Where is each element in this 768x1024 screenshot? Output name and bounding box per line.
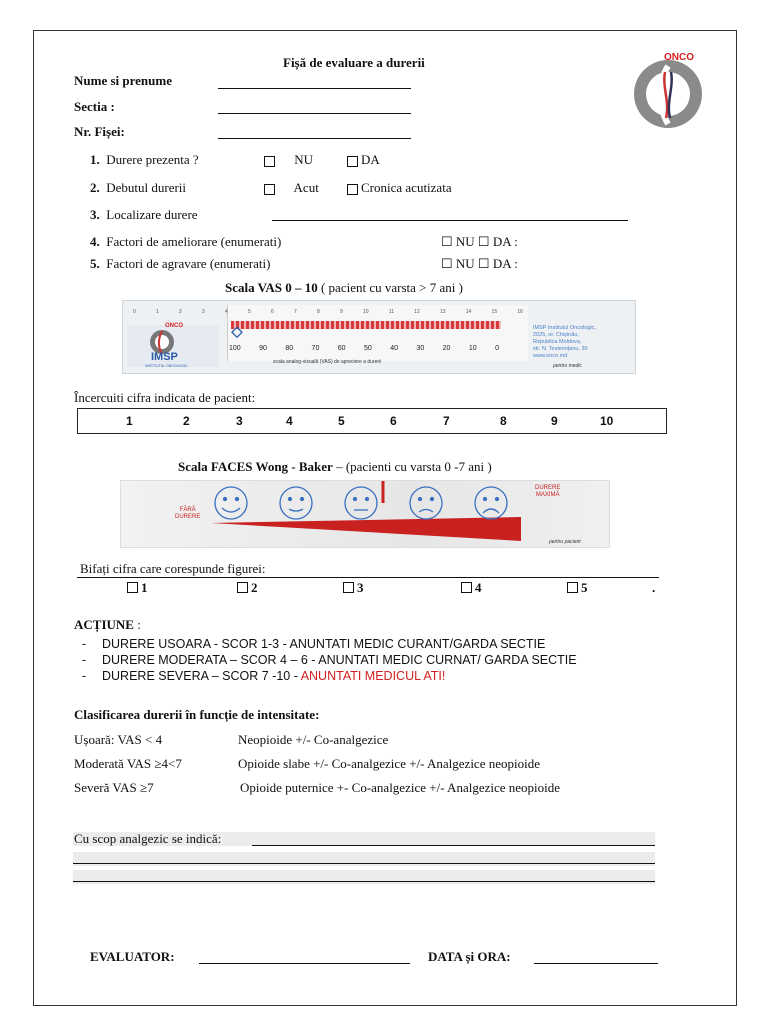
vas-top-ticks: [133, 309, 523, 315]
imsp-block: [127, 325, 219, 367]
indication-field-3[interactable]: [73, 881, 655, 882]
vas-top-tick: 0: [133, 309, 136, 315]
vas-bottom-tick: 10: [468, 345, 477, 352]
location-field[interactable]: [272, 220, 628, 221]
pain-number-3[interactable]: 3: [236, 414, 243, 428]
vas-address-line: IMSP Institutul Oncologic,: [533, 325, 596, 331]
section-field[interactable]: [218, 113, 411, 114]
pain-number-7[interactable]: 7: [443, 414, 450, 428]
vas-ruler: [122, 300, 636, 374]
imsp-text: IMSP: [151, 351, 178, 363]
tick-option-4[interactable]: 4: [461, 580, 482, 596]
pain-number-10[interactable]: 10: [600, 414, 614, 428]
vas-top-tick: 4: [225, 309, 228, 315]
pain-number-6[interactable]: 6: [390, 414, 397, 428]
section-label: Sectia :: [74, 99, 115, 114]
checkbox-icon: [347, 156, 358, 167]
faces-left-label: FĂRĂ DURERE: [175, 507, 201, 520]
vas-bottom-ticks: [229, 345, 499, 352]
question-3: 3. Localizare durere: [90, 207, 198, 222]
name-field[interactable]: [218, 88, 411, 89]
evaluator-label: EVALUATOR:: [90, 949, 175, 964]
name-label: Nume si prenume: [74, 73, 172, 88]
faces-heading: Scala FACES Wong - Baker – (pacienti cu varsta 0 -7 ani ): [178, 459, 492, 474]
vas-bottom-tick: 90: [259, 345, 267, 352]
vas-red-bar: [231, 321, 501, 329]
vas-bottom-tick: 100: [229, 345, 241, 352]
class-label-severe: Severă VAS ≥7: [74, 780, 154, 795]
vas-logo-text: ONCO: [165, 323, 183, 329]
vas-heading: Scala VAS 0 – 10 ( pacient cu varsta > 7 ani ): [225, 280, 463, 295]
class-label-mild: Ușoară: VAS < 4: [74, 732, 163, 747]
vas-address: [533, 325, 633, 360]
vas-bottom-tick: 60: [337, 345, 346, 352]
question-4: 4. Factori de ameliorare (enumerati): [90, 234, 282, 249]
pain-number-1[interactable]: 1: [126, 414, 133, 428]
tick-option-5[interactable]: 5: [567, 580, 588, 596]
imsp-subtext: INSTITUTUL ONCOLOGIC: [145, 364, 188, 368]
q1-option-no[interactable]: NU: [264, 152, 313, 168]
vas-slider-icon: [231, 327, 243, 339]
action-item-severe: - DURERE SEVERA – SCOR 7 -10 - ANUNTATI MEDICUL ATI!: [82, 668, 577, 684]
vas-bottom-tick: 30: [416, 345, 425, 352]
tick-top-line: [77, 577, 659, 578]
tick-end: .: [652, 580, 656, 595]
vas-bottom-tick: 80: [285, 345, 294, 352]
q2-option-acute[interactable]: Acut: [264, 180, 319, 196]
class-value-mild: Neopioide +/- Co-analgezice: [238, 732, 389, 747]
vas-bottom-tick: 50: [363, 345, 372, 352]
vas-top-tick: 2: [179, 309, 182, 315]
classification-heading: Clasificarea durerii în funcție de intensitate:: [74, 707, 320, 722]
vas-top-tick: 11: [388, 309, 394, 315]
class-value-severe: Opioide puternice +- Co-analgezice +/- Analgezice neopioide: [240, 780, 561, 795]
checkbox-icon: [343, 582, 354, 593]
vas-top-tick: 5: [248, 309, 251, 315]
checkbox-icon: [461, 582, 472, 593]
class-value-moderate: Opioide slabe +/- Co-analgezice +/- Analgezice neopioide: [238, 756, 540, 771]
logo-text: ONCO: [664, 52, 694, 63]
vas-foot: pentru medic: [553, 363, 582, 369]
vas-top-tick: 9: [340, 309, 343, 315]
vas-top-tick: 13: [439, 309, 446, 315]
faces-right-label: DURERE MAXIMĂ: [535, 485, 561, 498]
checkbox-icon: [127, 582, 138, 593]
pain-number-9[interactable]: 9: [551, 414, 558, 428]
action-heading: ACȚIUNE :: [74, 617, 141, 632]
indication-label: Cu scop analgezic se indică:: [74, 831, 222, 846]
pain-number-5[interactable]: 5: [338, 414, 345, 428]
question-2: 2. Debutul durerii: [90, 180, 187, 195]
onco-logo: [628, 52, 708, 132]
checkbox-icon: [264, 184, 275, 195]
q1-option-yes[interactable]: DA: [347, 152, 380, 168]
tick-option-3[interactable]: 3: [343, 580, 364, 596]
q2-option-chronic[interactable]: Cronica acutizata: [347, 180, 452, 196]
tick-option-1[interactable]: 1: [127, 580, 148, 596]
vas-top-tick: 14: [465, 309, 472, 315]
vas-top-tick: 12: [414, 309, 420, 315]
vas-address-line: 2025, or. Chișinău,: [533, 332, 579, 338]
checkbox-icon: [237, 582, 248, 593]
vas-bottom-tick: 70: [311, 345, 320, 352]
faces-scale: [120, 480, 610, 548]
vas-top-tick: 1: [156, 309, 159, 315]
vas-address-line: str. N. Testemițanu, 30: [533, 346, 588, 352]
pain-number-2[interactable]: 2: [183, 414, 190, 428]
page-title: Fișă de evaluare a durerii: [283, 55, 425, 70]
tick-instruction: Bifați cifra care corespunde figurei:: [80, 561, 266, 576]
vas-bottom-tick: 40: [390, 345, 398, 352]
vas-address-line: Republica Moldova,: [533, 339, 582, 345]
vas-top-tick: 7: [294, 309, 297, 315]
evaluator-field[interactable]: [199, 963, 410, 964]
action-list: [82, 636, 577, 684]
action-item-mild: - DURERE USOARA - SCOR 1-3 - ANUNTATI MEDIC CURANT/GARDA SECTIE: [82, 636, 577, 652]
checkbox-icon: [567, 582, 578, 593]
indication-field-2[interactable]: [73, 863, 655, 864]
circle-instruction: Încercuiti cifra indicata de pacient:: [74, 390, 256, 405]
action-item-moderate: - DURERE MODERATA – SCOR 4 – 6 - ANUNTATI MEDIC CURNAT/ GARDA SECTIE: [82, 652, 577, 668]
vas-top-tick: 3: [202, 309, 205, 315]
class-label-moderate: Moderată VAS ≥4<7: [74, 756, 182, 771]
vas-address-line: www.onco.md: [533, 353, 568, 359]
date-time-field[interactable]: [534, 963, 658, 964]
vas-bottom-tick: 20: [442, 345, 451, 352]
checkbox-icon: [347, 184, 358, 195]
date-time-label: DATA și ORA:: [428, 949, 511, 964]
number-box: [77, 408, 667, 434]
vas-bottom-tick: 0: [495, 345, 499, 352]
vas-top-tick: 10: [363, 309, 369, 315]
tick-option-2[interactable]: 2: [237, 580, 258, 596]
vas-caption: scala analog-vizuală (VAS) de apreciere a durerii: [273, 359, 382, 365]
pain-number-8[interactable]: 8: [500, 414, 507, 428]
pain-number-4[interactable]: 4: [286, 414, 293, 428]
q5-options[interactable]: ☐ NU ☐ DA :: [441, 256, 518, 271]
vas-top-tick: 6: [271, 309, 274, 315]
vas-top-tick: 16: [517, 309, 523, 315]
checkbox-icon: [264, 156, 275, 167]
indication-field-1[interactable]: [252, 845, 655, 846]
q4-options[interactable]: ☐ NU ☐ DA :: [441, 234, 518, 249]
file-number-label: Nr. Fișei:: [74, 124, 125, 139]
vas-top-tick: 15: [491, 309, 498, 315]
file-number-field[interactable]: [218, 138, 411, 139]
vas-top-tick: 8: [317, 309, 320, 315]
faces-foot: pentru pacient: [549, 539, 581, 545]
question-5: 5. Factori de agravare (enumerati): [90, 256, 271, 271]
question-1: 1. Durere prezenta ?: [90, 152, 199, 167]
